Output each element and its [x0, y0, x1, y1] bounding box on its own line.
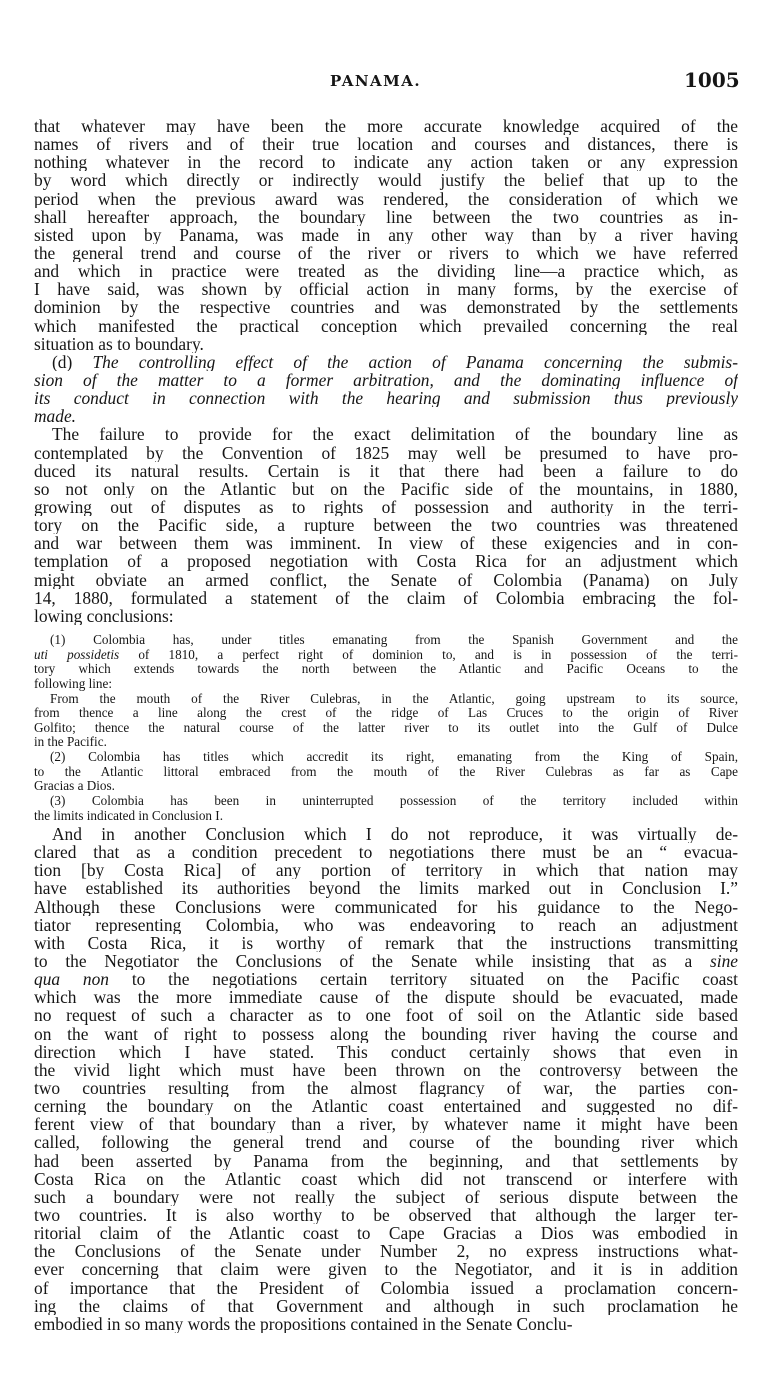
text-line: And in another Conclusion which I do not reproduce, it was virtually de-	[52, 825, 738, 844]
text-line: no request of such a character as to one foot of soil on the Atlantic side based	[34, 1006, 738, 1025]
text-line: the general trend and course of the river or rivers to which we have referred	[34, 243, 738, 263]
text-line: in the Pacific.	[34, 735, 107, 750]
text-line: templation of a proposed negotiation with Costa Rica for an adjustment which	[34, 552, 738, 571]
senate-conclusions-quote	[34, 633, 738, 823]
text-line: The failure to provide for the exact delimitation of the boundary line as	[52, 425, 738, 444]
text-line: on the want of right to possess along the bounding river having the course and	[34, 1024, 738, 1043]
text-line: (1) Colombia has, under titles emanating from the Spanish Government and the	[50, 633, 738, 647]
text-line: tory on the Pacific side, a rupture between the two countries was threatened	[34, 516, 738, 535]
page-number: 1005	[684, 68, 740, 92]
text-line: shall hereafter approach, the boundary line between the two countries as in-	[34, 207, 738, 226]
text-line: Although these Conclusions were communicated for his guidance to the Nego-	[34, 897, 738, 916]
text-line: tiator representing Colombia, who was endeavoring to reach an adjustment	[34, 915, 738, 934]
text-line: cerning the boundary on the Atlantic coast entertained and suggested no dif-	[34, 1097, 738, 1116]
text-line: ritorial claim of the Atlantic coast to Cape Gracias a Dios was embodied in	[34, 1224, 738, 1243]
text-line: that whatever may have been the more accurate knowledge acquired of the	[34, 117, 738, 136]
text-line: such a boundary were not really the subject of serious dispute between the	[34, 1187, 738, 1206]
opening-paragraphs	[34, 117, 738, 625]
text-line: lowing conclusions:	[34, 606, 174, 625]
text-line: following line:	[34, 676, 113, 691]
text-line: and war between them was imminent. In view of these exigencies and in con-	[34, 534, 738, 553]
text-line: Gracias a Dios.	[34, 779, 115, 794]
text-line: direction which I have stated. This conduct certainly shows that even in	[34, 1042, 738, 1061]
text-line: with Costa Rica, it is worthy of remark that the instructions transmitting	[34, 933, 738, 952]
text-line: its conduct in connection with the hearing and submission thus previously	[34, 389, 738, 408]
text-line: ing the claims of that Government and although in such proclamation he	[34, 1296, 738, 1315]
text-line: to the Atlantic littoral embraced from the mouth of the River Culebras as far as Cape	[34, 764, 738, 779]
text-line: from thence a line along the crest of the ridge of Las Cruces to the origin of River	[34, 706, 738, 721]
text-line: tory which extends towards the north between the Atlantic and Pacific Oceans to the	[34, 662, 738, 677]
text-line: had been asserted by Panama from the beginning, and that settlements by	[34, 1151, 738, 1170]
text-line: (2) Colombia has titles which accredit its right, emanating from the King of Spain,	[50, 750, 738, 765]
text-line: nothing whatever in the record to indicate any action taken or any expression	[34, 153, 738, 172]
text-line: qua non to the negotiations certain territory situated on the Pacific coast	[34, 970, 738, 989]
text-line: by word which directly or indirectly would justify the belief that up to the	[34, 171, 738, 190]
text-line: Costa Rica on the Atlantic coast which did not transcend or interfere with	[34, 1169, 738, 1188]
text-line: might obviate an armed conflict, the Senate of Colombia (Panama) on July	[34, 570, 738, 589]
text-line: sion of the matter to a former arbitration, and the dominating influence of	[34, 370, 738, 390]
text-line: two countries resulting from the almost flagrancy of war, the parties con-	[34, 1078, 738, 1098]
text-line: tion [by Costa Rica] of any portion of territory in which that nation may	[34, 861, 738, 880]
text-line: dominion by the respective countries and was demonstrated by the settlements	[34, 298, 738, 317]
text-line: of importance that the President of Colombia issued a proclamation concern-	[34, 1278, 738, 1297]
text-line: ferent view of that boundary than a river, by whatever name it might have been	[34, 1115, 738, 1134]
text-line: From the mouth of the River Culebras, in the Atlantic, going upstream to its source,	[50, 691, 738, 706]
text-line: embodied in so many words the propositions contained in the Senate Conclu-	[34, 1314, 573, 1333]
text-line: called, following the general trend and course of the bounding river which	[34, 1133, 738, 1152]
text-line: two countries. It is also worthy to be observed that although the larger ter-	[34, 1205, 738, 1225]
text-line: I have said, was shown by official action in many forms, by the exercise of	[34, 280, 738, 299]
text-line: uti possidetis of 1810, a perfect right of dominion to, and is in possession of the terri-	[34, 647, 738, 662]
closing-paragraph	[34, 825, 738, 1333]
text-line: situation as to boundary.	[34, 334, 204, 353]
text-line: 14, 1880, formulated a statement of the claim of Colombia embracing the fol-	[34, 588, 738, 607]
text-line: clared that as a condition precedent to negotiations there must be an “ evacua-	[34, 843, 738, 862]
text-line: and which in practice were treated as the dividing line—a practice which, as	[34, 262, 738, 281]
running-title: PANAMA.	[330, 72, 422, 90]
text-line: names of rivers and of their true location and courses and distances, there is	[34, 135, 738, 154]
text-line: growing out of disputes as to rights of possession and authority in the terri-	[34, 497, 738, 517]
text-line: the vivid light which must have been thrown on the controversy between the	[34, 1060, 738, 1079]
text-line: (d) The controlling effect of the action of Panama concerning the submis-	[52, 352, 738, 371]
text-line: contemplated by the Convention of 1825 may well be presumed to have pro-	[34, 443, 738, 462]
text-line: ever concerning that claim were given to the Negotiator, and it is in addition	[34, 1260, 738, 1279]
text-line: the Conclusions of the Senate under Number 2, no express instructions what-	[34, 1242, 738, 1261]
text-line: which was the more immediate cause of the dispute should be evacuated, made	[34, 988, 738, 1007]
text-line: to the Negotiator the Conclusions of the Senate while insisting that as a sine	[34, 951, 738, 971]
text-line: have established its authorities beyond the limits marked out in Conclusion I.”	[34, 879, 738, 898]
text-line: so not only on the Atlantic but on the Pacific side of the mountains, in 1880,	[34, 479, 738, 498]
text-line: which manifested the practical conception which prevailed concerning the real	[34, 316, 738, 335]
text-line: made.	[34, 407, 77, 426]
text-line: the limits indicated in Conclusion I.	[34, 808, 223, 823]
text-line: (3) Colombia has been in uninterrupted possession of the territory included within	[50, 794, 738, 809]
text-line: period when the previous award was rendered, the consideration of which we	[34, 189, 738, 208]
running-header	[0, 68, 768, 94]
text-line: duced its natural results. Certain is it that there had been a failure to do	[34, 461, 738, 480]
text-line: Golfito; thence the natural course of the latter river to its outlet into the Gulf of Dulce	[34, 720, 738, 735]
text-line: sisted upon by Panama, was made in any other way than by a river having	[34, 225, 738, 244]
